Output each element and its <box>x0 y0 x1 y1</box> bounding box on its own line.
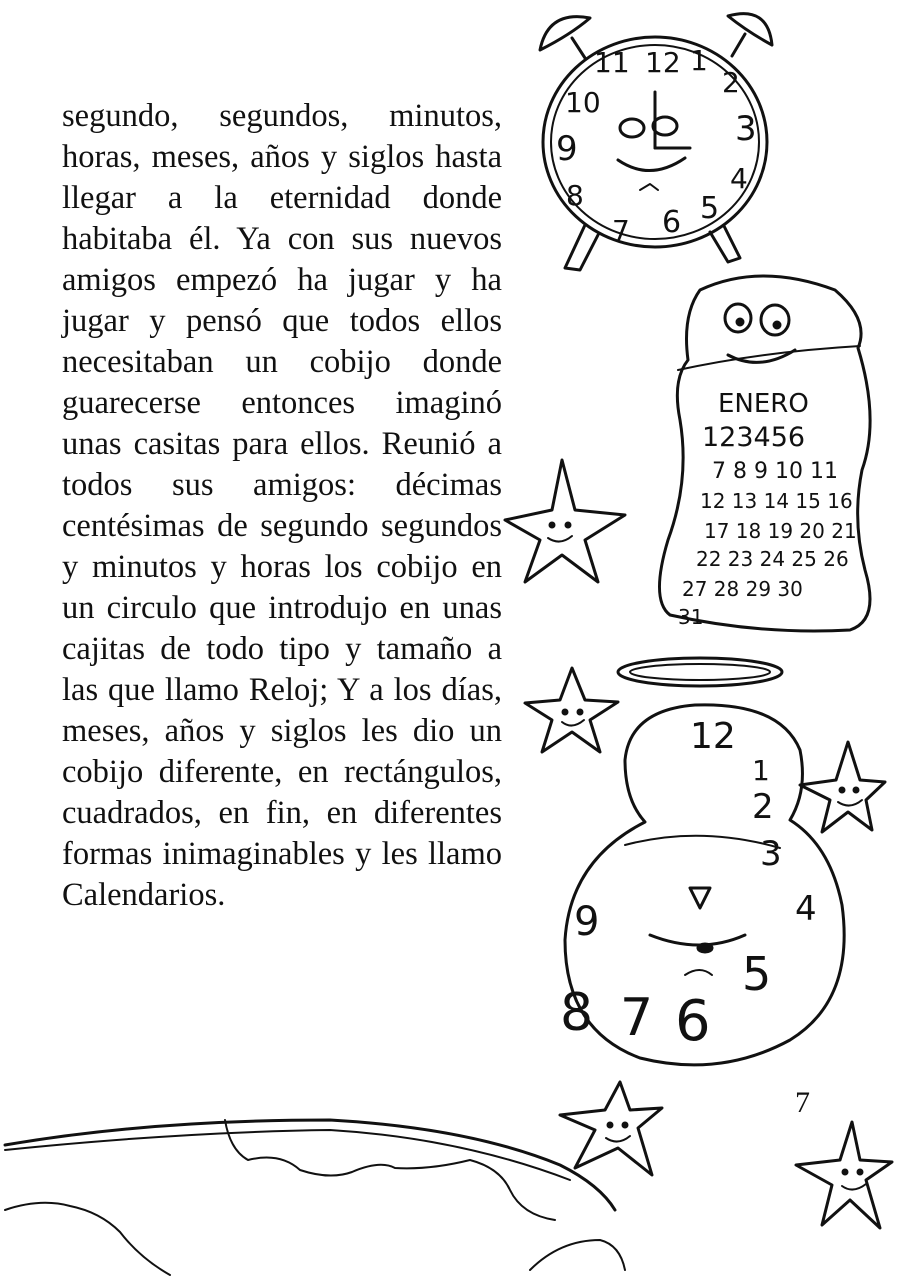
angel-clock-nose <box>690 888 710 908</box>
angel-clock-digit: 7 <box>620 988 654 1048</box>
clock-digit: 4 <box>730 162 748 195</box>
clock-digit: 12 <box>645 46 681 79</box>
clock-digit: 8 <box>566 179 584 212</box>
clock-smile <box>618 158 685 171</box>
star-drawing-left-middle <box>505 460 625 582</box>
angel-clock-digit: 1 <box>752 754 770 787</box>
clock-left-bell <box>540 17 590 50</box>
clock-left-leg <box>565 225 598 270</box>
clock-right-bell <box>728 14 772 45</box>
calendar-character-drawing <box>659 276 870 631</box>
clock-digit: 9 <box>556 129 578 169</box>
clock-digit: 6 <box>662 205 682 240</box>
star-drawing-near-halo <box>525 668 618 752</box>
clock-digit: 3 <box>735 109 757 149</box>
clock-mouth-mark <box>640 184 658 190</box>
star-drawing-right-middle <box>800 742 885 832</box>
clock-digit: 5 <box>700 191 720 226</box>
calendar-right-eye <box>761 305 789 335</box>
angel-clock-digit: 8 <box>560 983 594 1043</box>
halo-outer <box>618 658 782 686</box>
calendar-right-pupil <box>774 322 780 328</box>
clock-left-bell-stem <box>572 38 585 58</box>
calendar-row: 17 18 19 20 21 <box>704 519 857 543</box>
clock-digit: 2 <box>722 66 740 99</box>
calendar-row: 12 13 14 15 16 <box>700 489 853 513</box>
angel-clock-mouth <box>698 944 712 952</box>
clock-left-eye <box>620 119 644 137</box>
halo-inner <box>630 664 770 680</box>
clock-right-eye <box>653 117 677 135</box>
page-number: 7 <box>795 1086 810 1119</box>
globe-land-mass <box>5 1203 170 1275</box>
globe-horizon-line-2 <box>5 1130 570 1180</box>
angel-clock-digit: 6 <box>675 989 711 1054</box>
alarm-clock-drawing <box>540 14 772 270</box>
angel-clock-digit: 3 <box>760 834 782 874</box>
angel-clock-digit: 9 <box>574 899 600 945</box>
calendar-row: 31 <box>678 605 704 629</box>
calendar-month-label: ENERO <box>718 389 809 419</box>
angel-clock-drawing <box>560 658 844 1065</box>
angel-clock-smile <box>650 935 745 945</box>
angel-clock-chin-mark <box>685 970 712 975</box>
angel-clock-digit: 4 <box>795 889 817 929</box>
calendar-row: 123456 <box>702 422 806 453</box>
calendar-row: 27 28 29 30 <box>682 577 803 601</box>
calendar-row: 22 23 24 25 26 <box>696 547 849 571</box>
star-drawing-bottom-right <box>796 1122 892 1228</box>
globe-sketch <box>5 1120 625 1275</box>
angel-clock-swirl-line <box>625 836 780 848</box>
clock-digit: 11 <box>594 46 630 79</box>
clock-right-bell-stem <box>732 34 745 56</box>
globe-land-mass-2 <box>530 1240 625 1270</box>
star-drawing-bottom-center <box>560 1082 662 1175</box>
calendar-left-pupil <box>737 319 743 325</box>
calendar-row: 7 8 9 10 11 <box>712 459 838 484</box>
story-paragraph: segundo, segundos, minutos, horas, meses, años y siglos hasta llegar a la eternidad donde habitaba él. Ya con sus nuevos amigos empezó ha jugar y ha jugar y pensó que todos ellos necesitaban un cobijo donde guarecerse entonces imaginó unas casitas para ellos. Reunió a todos sus amigos: décimas centésimas de segundo segundos y minutos y horas los cobijo en un circulo que introdujo en unas cajitas de todo tipo y tamaño a las que llamo Reloj; Y a los días, meses, años y siglos les dio un cobijo diferente, en rectángulos, cuadrados, en fin, en diferentes formas inimaginables y les llamo Calendarios. <box>62 98 502 913</box>
clock-digit: 1 <box>690 44 708 77</box>
clock-digit: 10 <box>565 86 601 119</box>
clock-digit: 7 <box>612 214 630 247</box>
calendar-fold-line <box>678 346 860 370</box>
angel-clock-digit: 5 <box>742 947 772 1001</box>
angel-clock-digit: 2 <box>752 787 774 827</box>
angel-clock-digit: 12 <box>690 716 736 757</box>
